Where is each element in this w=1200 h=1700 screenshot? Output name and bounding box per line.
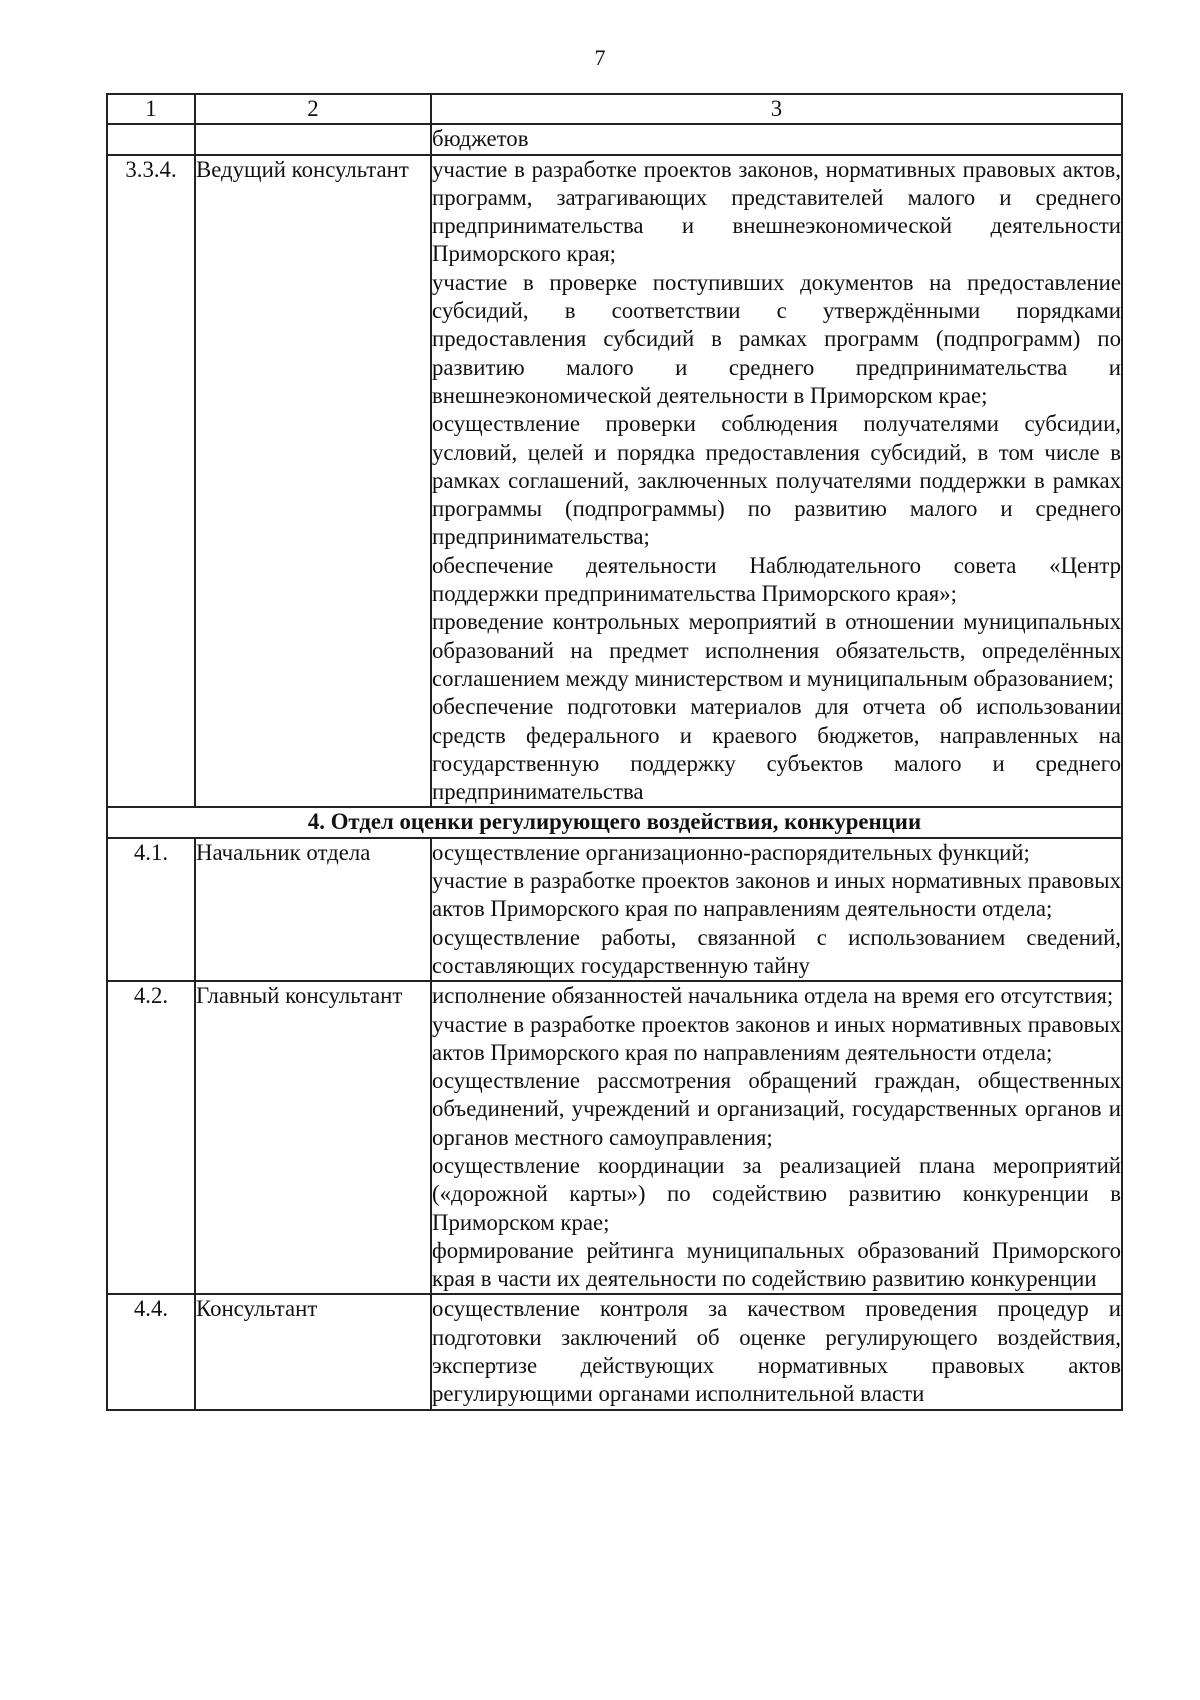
duty-text: бюджетов <box>432 126 529 152</box>
column-header: 1 <box>107 94 195 124</box>
duty-text: участие в разработке проектов законов, нормативных правовых актов, программ, затрагивающих представителей малого и среднего предпринимательства и внешнеэкономической деятельности Приморского края; <box>432 156 1121 267</box>
duty-cell <box>431 1294 1122 1409</box>
duty-text: обеспечение деятельности Наблюдательного совета «Центр поддержки предпринимательства Приморского края»; <box>432 552 1121 607</box>
duty-cell <box>431 124 1122 154</box>
duty-text: проведение контрольных мероприятий в отношении муниципальных образований на предмет исполнения обязательств, определённых соглашением между министерством и муниципальным образованием; <box>432 609 1121 691</box>
duty-cell <box>431 838 1122 981</box>
duty-text: исполнение обязанностей начальника отдела на время его отсутствия; <box>432 983 1114 1009</box>
header-row <box>107 94 1122 124</box>
table-row <box>107 1294 1122 1409</box>
column-header: 2 <box>195 94 431 124</box>
column-header: 3 <box>431 94 1122 124</box>
page-number: 7 <box>594 45 606 70</box>
row-number: 3.3.4. <box>107 155 195 808</box>
duty-cell <box>431 981 1122 1294</box>
duty-text: участие в разработке проектов законов и иных нормативных правовых актов Приморского края по направлениям деятельности отдела; <box>432 868 1121 922</box>
table-row <box>107 155 1122 808</box>
duties-table <box>106 93 1123 1411</box>
row-number: 4.1. <box>107 838 195 981</box>
position-title: Начальник отдела <box>195 838 431 981</box>
duty-text: осуществление рассмотрения обращений граждан, общественных объединений, учреждений и организаций, государственных органов и органов местного самоуправления; <box>432 1068 1121 1150</box>
section-row <box>107 807 1122 837</box>
position-title: Консультант <box>195 1294 431 1409</box>
duty-text: осуществление организационно-распорядительных функций; <box>432 839 1030 865</box>
row-number: 4.2. <box>107 981 195 1294</box>
duty-text: обеспечение подготовки материалов для отчета об использовании средств федерального и краевого бюджетов, направленных на государственную поддержку субъектов малого и среднего предпринимательства <box>432 694 1121 805</box>
position-title: Ведущий консультант <box>195 155 431 808</box>
duty-text: участие в разработке проектов законов и иных нормативных правовых актов Приморского края по направлениям деятельности отдела; <box>432 1011 1121 1065</box>
duty-text: участие в проверке поступивших документов на предоставление субсидий, в соответствии с утверждёнными порядками предоставления субсидий в рамках программ (подпрограмм) по развитию малого и среднего предпринимательства и внешнеэкономической деятельности в Приморском крае; <box>432 269 1121 408</box>
duty-text: формирование рейтинга муниципальных образований Приморского края в части их деятельности по содействию развитию конкуренции <box>432 1237 1121 1292</box>
continuation-row <box>107 124 1122 154</box>
duty-text: осуществление проверки соблюдения получателями субсидии, условий, целей и порядка предоставления субсидий, в том числе в рамках соглашений, заключенных получателями поддержки в рамках программы (подпрограммы) по развитию малого и среднего предпринимательства; <box>432 411 1121 550</box>
table-row <box>107 838 1122 981</box>
row-number: 4.4. <box>107 1294 195 1409</box>
section-title: 4. Отдел оценки регулирующего воздействия, конкуренции <box>107 807 1122 837</box>
duty-text: осуществление контроля за качеством проведения процедур и подготовки заключений об оценке регулирующего воздействия, экспертизе действующих нормативных правовых актов регулирующими органами исполнительной власти <box>432 1296 1121 1407</box>
duty-text: осуществление координации за реализацией плана мероприятий («дорожной карты») по содействию развитию конкуренции в Приморском крае; <box>432 1152 1121 1235</box>
position-cell <box>195 124 431 154</box>
number-cell <box>107 124 195 154</box>
position-title: Главный консультант <box>195 981 431 1294</box>
duty-text: осуществление работы, связанной с использованием сведений, составляющих государственную тайну <box>432 924 1121 978</box>
table-row <box>107 981 1122 1294</box>
duty-cell <box>431 155 1122 808</box>
